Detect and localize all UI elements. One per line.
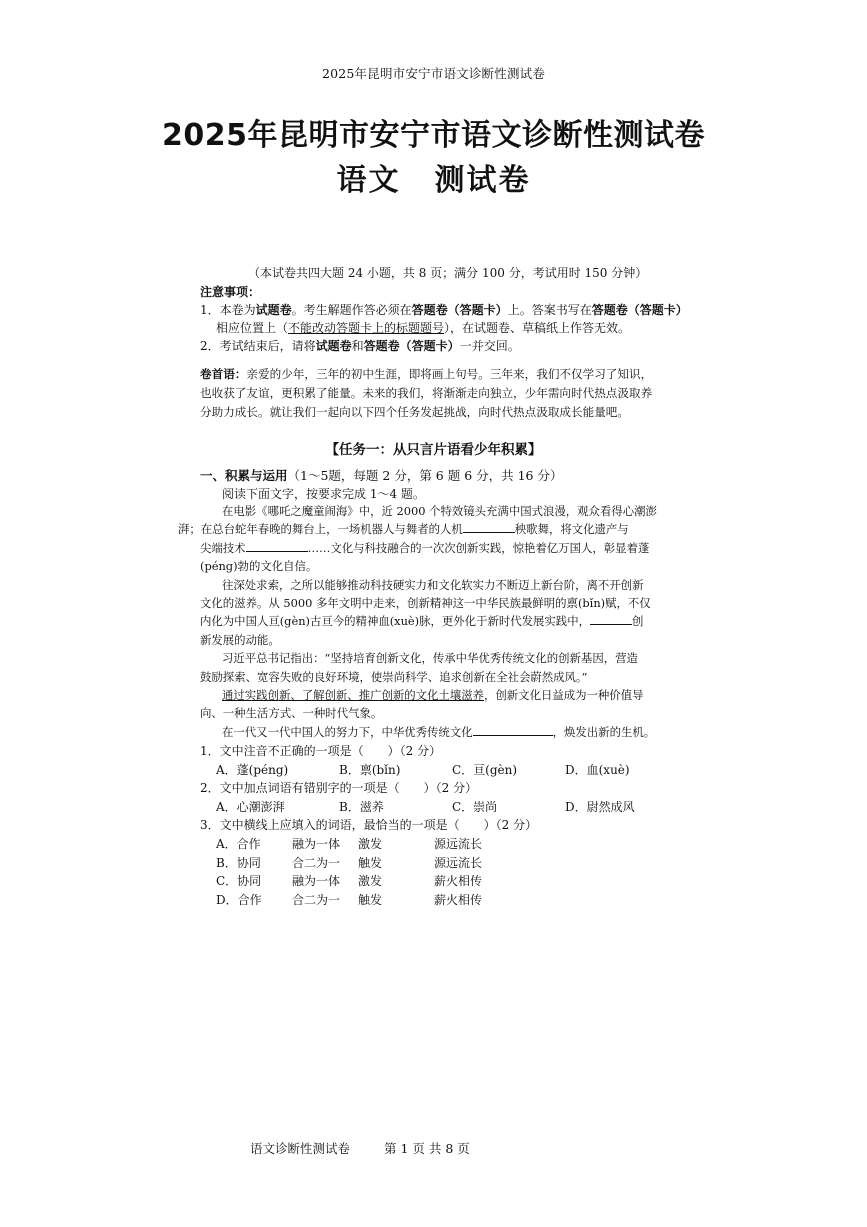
option-d: D．血(xuè) <box>565 762 630 777</box>
question-2-options <box>200 798 700 817</box>
option-a: A．蓬(péng) <box>216 762 289 777</box>
answer-blank-4 <box>473 723 553 736</box>
question-3-stem: 3．文中横线上应填入的词语，最恰当的一项是（ ）（2 分） <box>200 818 538 833</box>
reading-instruction: 阅读下面文字，按要求完成 1～4 题。 <box>222 487 425 501</box>
exam-info: （本试卷共四大题 24 小题，共 8 页；满分 100 分，考试用时 150 分钟） <box>248 266 648 280</box>
questions <box>200 742 700 909</box>
notes-list <box>200 301 688 355</box>
exam-subtitle <box>0 155 867 199</box>
option-d: D．尉然成风 <box>565 799 635 814</box>
passage-paragraph-2: 往深处求索，之所以能够推动科技硬实力和文化软实力不断迈上新台阶，离不开创新 文化的滋养。从 5000 多年文明中走来，创新精神这一中华民族最鲜明的禀(bǐn)赋，不仅 内化为中国人亘(gèn)古亘今的精神血(xuè)脉，更外化于新时代发展实践中， 创 新发展的动能。 <box>200 577 651 647</box>
passage-paragraph-1: 在电影《哪吒之魔童闹海》中，近 2000 个特效镜头充满中国式浪漫，观众看得心潮澎 湃；在总台蛇年春晚的舞台上，一场机器人与舞者的人机 秧歌舞，将文化遗产与 尖端技术 ……文化与科技融合的一次次创新实践，惊艳着亿万国人，彰显着蓬 (péng)勃的文化自信。 <box>178 504 657 574</box>
option-c: C．亘(gèn) <box>452 762 518 777</box>
question-3-option-b: B．协同 合二为一 触发 源远流长 <box>216 855 483 870</box>
footer-page-number: 第 1 页 共 8 页 <box>384 1141 470 1156</box>
option-b: B．禀(bǐn) <box>339 762 401 777</box>
preface-line-3: 分助力成长。就让我们一起向以下四个任务发起挑战，向时代热点汲取成长能量吧。 <box>200 405 629 419</box>
answer-blank-1 <box>463 520 515 533</box>
question-1-options <box>200 761 700 780</box>
preface-label: 卷首语： <box>200 367 247 381</box>
option-a: A．心潮澎湃 <box>216 799 285 814</box>
passage-paragraph-5: 在一代又一代中国人的努力下，中华优秀传统文化 ，焕发出新的生机。 <box>222 724 656 739</box>
passage-paragraph-3: 习近平总书记指出：“坚持培育创新文化，传承中华优秀传统文化的创新基因，营造 鼓励探索、宽容失败的良好环境，使崇尚科学、追求创新在全社会蔚然成风。” <box>200 651 638 684</box>
section-1-heading: 一、积累与运用（1～5题，每题 2 分，第 6 题 6 分，共 16 分） <box>200 468 563 483</box>
question-3-option-a: A．合作 融为一体 激发 源远流长 <box>216 836 483 851</box>
question-1-stem: 1．文中注音不正确的一项是（ ）（2 分） <box>200 744 442 758</box>
notes-heading: 注意事项： <box>200 285 261 299</box>
question-2-stem: 2．文中加点词语有错别字的一项是（ ）（2 分） <box>200 781 478 796</box>
preface-line-1: 卷首语：亲爱的少年，三年的初中生涯，即将画上句号。三年来，我们不仅学习了知识， <box>200 367 653 381</box>
option-c: C．崇尚 <box>452 799 498 814</box>
preface-line-2: 也收获了友谊，更积累了能量。未来的我们，将渐渐走向独立，少年需向时代热点汲取养 <box>200 386 653 400</box>
underlined-sentence: 通过实践创新、了解创新、推广创新的文化土壤滋养 <box>222 688 484 703</box>
footer-label: 语文诊断性测试卷 <box>250 1141 351 1156</box>
answer-blank-3 <box>590 612 632 625</box>
exam-title: 2025年昆明市安宁市语文诊断性测试卷 <box>162 118 705 153</box>
running-header: 2025年昆明市安宁市语文诊断性测试卷 <box>321 66 546 81</box>
passage-paragraph-4: 通过实践创新、了解创新、推广创新的文化土壤滋养，创新文化日益成为一种价值导 向、一种生活方式、一种时代气象。 <box>200 688 644 721</box>
option-b: B．滋养 <box>339 799 384 814</box>
answer-blank-2 <box>246 539 308 552</box>
task-1-title: 【任务一：从只言片语看少年积累】 <box>325 442 542 458</box>
reading-passage <box>178 502 682 741</box>
subtitle-kind: 测试卷 <box>434 163 531 198</box>
subtitle-subject: 语文 <box>336 163 401 198</box>
preface <box>200 365 685 422</box>
note-1-line-1: 1．本卷为试题卷。考生解题作答必须在答题卷（答题卡）上。答案书写在答题卷（答题卡） <box>200 303 688 317</box>
note-1-line-2: 相应位置上（不能改动答题卡上的标题题号），在试题卷、草稿纸上作答无效。 <box>216 321 631 335</box>
page-footer <box>250 1139 470 1157</box>
question-3-option-c: C．协同 融为一体 激发 薪火相传 <box>216 874 483 889</box>
question-3-option-d: D．合作 合二为一 触发 薪火相传 <box>216 892 483 907</box>
note-2: 2．考试结束后，请将试题卷和答题卷（答题卡）一并交回。 <box>200 339 520 353</box>
